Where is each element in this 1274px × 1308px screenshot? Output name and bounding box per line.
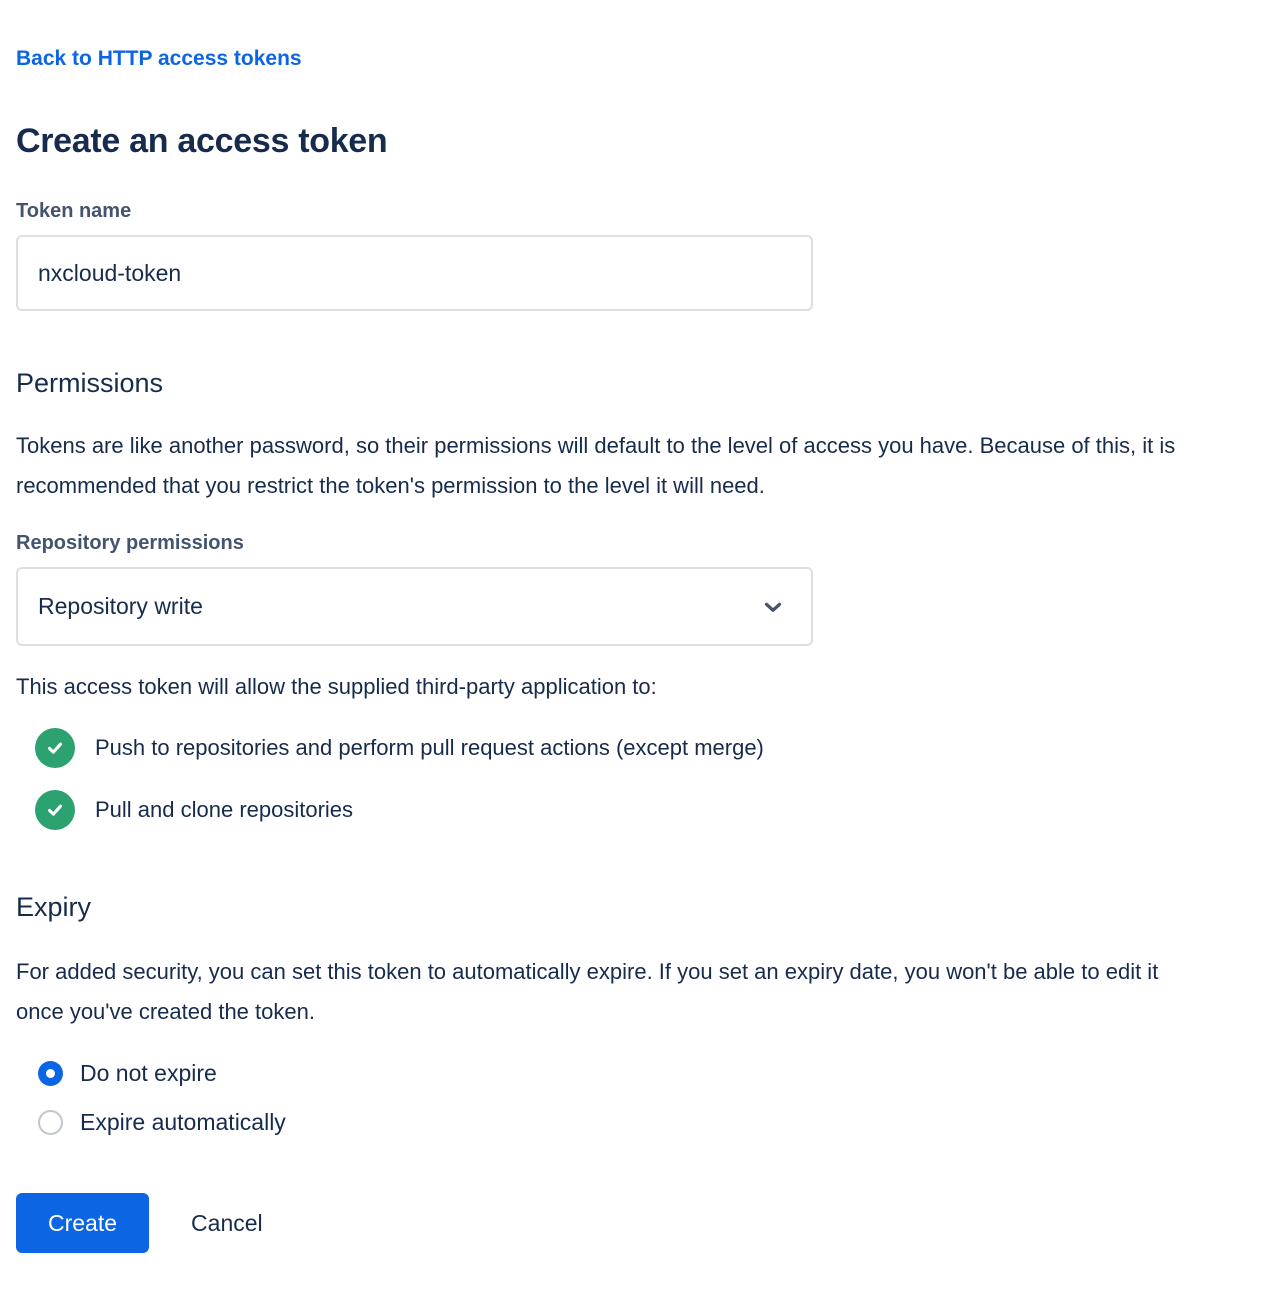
token-name-input[interactable]	[16, 235, 813, 311]
expiry-description: For added security, you can set this token to automatically expire. If you set an expiry date, you won't be able to edit it once you've created the token.	[16, 959, 1159, 1024]
repository-permissions-selected-value: Repository write	[38, 593, 203, 619]
radio-option-label: Expire automatically	[80, 1109, 286, 1135]
grant-label: Pull and clone repositories	[95, 797, 354, 822]
grant-list-item	[35, 728, 1258, 768]
grant-label: Push to repositories and perform pull request actions (except merge)	[95, 735, 764, 760]
token-name-label: Token name	[16, 200, 132, 222]
radio-option-do-not-expire[interactable]	[38, 1060, 1258, 1087]
form-actions	[16, 1193, 1258, 1253]
create-button[interactable]: Create	[16, 1193, 149, 1253]
radio-option-label: Do not expire	[80, 1060, 217, 1086]
check-circle-icon	[35, 728, 75, 768]
permissions-description: Tokens are like another password, so their permissions will default to the level of access you have. Because of this, it is recommended that you restrict the token's permission to the level it will need.	[16, 433, 1176, 498]
chevron-down-icon	[759, 593, 787, 621]
grant-list-item	[35, 790, 1258, 830]
expiry-heading: Expiry	[16, 892, 92, 922]
cancel-button[interactable]: Cancel	[191, 1209, 263, 1236]
radio-option-expire-automatically[interactable]	[38, 1109, 1258, 1136]
radio-button-icon[interactable]	[38, 1061, 63, 1086]
radio-button-icon[interactable]	[38, 1110, 63, 1135]
page-title: Create an access token	[16, 122, 388, 160]
grants-intro-text: This access token will allow the supplied third-party application to:	[16, 674, 657, 699]
repository-permissions-label: Repository permissions	[16, 532, 244, 554]
back-to-http-access-tokens-link[interactable]: Back to HTTP access tokens	[16, 47, 302, 70]
repository-permissions-select[interactable]	[16, 567, 813, 646]
permissions-heading: Permissions	[16, 368, 164, 398]
check-circle-icon	[35, 790, 75, 830]
